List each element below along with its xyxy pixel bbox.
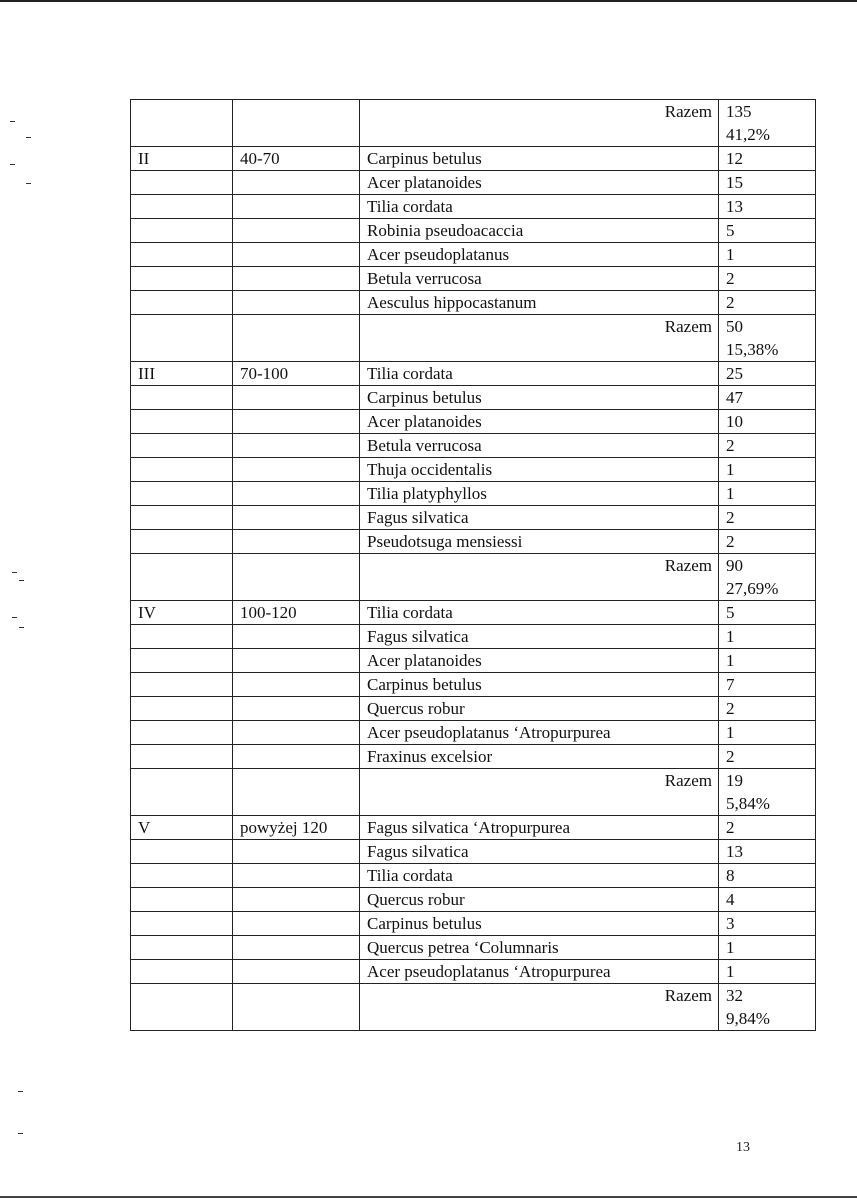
species-cell: Aesculus hippocastanum	[360, 291, 719, 315]
diameter-range-cell: 40-70	[233, 147, 360, 171]
age-class-cell: III	[131, 362, 233, 386]
diameter-range-cell	[233, 960, 360, 984]
diameter-range-cell	[233, 386, 360, 410]
age-class-cell	[131, 195, 233, 219]
scan-mark	[18, 1133, 23, 1134]
count-cell: 7	[719, 673, 816, 697]
table-row	[131, 195, 816, 219]
table-row	[131, 673, 816, 697]
age-class-cell	[131, 267, 233, 291]
species-cell: Fagus silvatica ‘Atropurpurea	[360, 816, 719, 840]
diameter-range-cell	[233, 315, 360, 362]
table-row	[131, 506, 816, 530]
species-cell: Acer platanoides	[360, 649, 719, 673]
age-class-cell	[131, 434, 233, 458]
summary-row	[131, 769, 816, 816]
species-cell: Quercus robur	[360, 888, 719, 912]
scan-mark	[10, 121, 15, 122]
age-class-cell	[131, 864, 233, 888]
diameter-range-cell	[233, 100, 360, 147]
diameter-range-cell	[233, 243, 360, 267]
summary-total: 135	[726, 102, 752, 121]
table-row	[131, 458, 816, 482]
age-class-cell	[131, 769, 233, 816]
diameter-range-cell	[233, 219, 360, 243]
species-cell: Carpinus betulus	[360, 673, 719, 697]
count-cell: 1	[719, 721, 816, 745]
diameter-range-cell	[233, 530, 360, 554]
species-cell: Acer pseudoplatanus ‘Atropurpurea	[360, 721, 719, 745]
table-row	[131, 936, 816, 960]
diameter-range-cell: powyżej 120	[233, 816, 360, 840]
table-row	[131, 840, 816, 864]
table-row	[131, 434, 816, 458]
species-cell: Fagus silvatica	[360, 625, 719, 649]
diameter-range-cell	[233, 745, 360, 769]
summary-total: 90	[726, 556, 743, 575]
table-row	[131, 147, 816, 171]
diameter-range-cell	[233, 195, 360, 219]
table-row	[131, 386, 816, 410]
table-row	[131, 888, 816, 912]
summary-row	[131, 554, 816, 601]
diameter-range-cell	[233, 434, 360, 458]
diameter-range-cell	[233, 482, 360, 506]
species-cell: Robinia pseudoacaccia	[360, 219, 719, 243]
age-class-cell	[131, 171, 233, 195]
table-row	[131, 625, 816, 649]
scan-mark	[18, 1091, 23, 1092]
diameter-range-cell	[233, 721, 360, 745]
species-cell: Acer platanoides	[360, 410, 719, 434]
species-cell: Tilia cordata	[360, 864, 719, 888]
tree-inventory-table	[130, 99, 816, 1031]
species-cell: Carpinus betulus	[360, 912, 719, 936]
summary-percent: 41,2%	[726, 125, 770, 144]
age-class-cell	[131, 530, 233, 554]
summary-total: 19	[726, 771, 743, 790]
diameter-range-cell	[233, 267, 360, 291]
age-class-cell	[131, 673, 233, 697]
table-row	[131, 745, 816, 769]
age-class-cell	[131, 243, 233, 267]
species-cell: Betula verrucosa	[360, 434, 719, 458]
diameter-range-cell	[233, 554, 360, 601]
diameter-range-cell	[233, 864, 360, 888]
summary-label: Razem	[360, 100, 719, 147]
count-cell: 2	[719, 816, 816, 840]
summary-total: 32	[726, 986, 743, 1005]
summary-percent: 15,38%	[726, 340, 779, 359]
table-row	[131, 601, 816, 625]
age-class-cell	[131, 912, 233, 936]
diameter-range-cell	[233, 506, 360, 530]
scan-mark	[12, 572, 17, 573]
diameter-range-cell	[233, 410, 360, 434]
count-cell: 5	[719, 219, 816, 243]
diameter-range-cell	[233, 291, 360, 315]
summary-count-cell	[719, 554, 816, 601]
summary-label: Razem	[360, 769, 719, 816]
count-cell: 5	[719, 601, 816, 625]
count-cell: 2	[719, 267, 816, 291]
summary-total: 50	[726, 317, 743, 336]
count-cell: 13	[719, 195, 816, 219]
table-body	[131, 100, 816, 1031]
diameter-range-cell	[233, 769, 360, 816]
summary-row	[131, 100, 816, 147]
count-cell: 1	[719, 960, 816, 984]
count-cell: 2	[719, 745, 816, 769]
table-row	[131, 362, 816, 386]
page-number: 13	[736, 1140, 750, 1155]
age-class-cell	[131, 840, 233, 864]
count-cell: 1	[719, 936, 816, 960]
scan-mark	[19, 580, 24, 581]
age-class-cell	[131, 625, 233, 649]
count-cell: 8	[719, 864, 816, 888]
diameter-range-cell	[233, 697, 360, 721]
species-cell: Tilia cordata	[360, 362, 719, 386]
table-row	[131, 912, 816, 936]
count-cell: 2	[719, 506, 816, 530]
count-cell: 2	[719, 697, 816, 721]
species-cell: Thuja occidentalis	[360, 458, 719, 482]
age-class-cell	[131, 386, 233, 410]
age-class-cell: IV	[131, 601, 233, 625]
summary-percent: 5,84%	[726, 794, 770, 813]
diameter-range-cell	[233, 673, 360, 697]
species-cell: Fraxinus excelsior	[360, 745, 719, 769]
table-row	[131, 649, 816, 673]
table-row	[131, 171, 816, 195]
table-row	[131, 410, 816, 434]
summary-row	[131, 315, 816, 362]
count-cell: 15	[719, 171, 816, 195]
species-cell: Pseudotsuga mensiessi	[360, 530, 719, 554]
summary-label: Razem	[360, 554, 719, 601]
age-class-cell	[131, 697, 233, 721]
diameter-range-cell	[233, 888, 360, 912]
summary-percent: 9,84%	[726, 1009, 770, 1028]
age-class-cell	[131, 721, 233, 745]
species-cell: Tilia cordata	[360, 195, 719, 219]
count-cell: 3	[719, 912, 816, 936]
count-cell: 25	[719, 362, 816, 386]
age-class-cell	[131, 100, 233, 147]
summary-label: Razem	[360, 984, 719, 1031]
count-cell: 47	[719, 386, 816, 410]
diameter-range-cell: 100-120	[233, 601, 360, 625]
table-row	[131, 864, 816, 888]
diameter-range-cell	[233, 936, 360, 960]
age-class-cell: II	[131, 147, 233, 171]
count-cell: 1	[719, 458, 816, 482]
scan-bottom-edge	[0, 1196, 857, 1198]
table-row	[131, 243, 816, 267]
scan-mark	[26, 137, 31, 138]
count-cell: 10	[719, 410, 816, 434]
age-class-cell	[131, 219, 233, 243]
table-row	[131, 219, 816, 243]
scan-top-edge	[0, 0, 857, 2]
diameter-range-cell	[233, 649, 360, 673]
scan-mark	[12, 617, 17, 618]
species-cell: Acer pseudoplatanus ‘Atropurpurea	[360, 960, 719, 984]
species-cell: Acer pseudoplatanus	[360, 243, 719, 267]
table-row	[131, 291, 816, 315]
age-class-cell	[131, 984, 233, 1031]
count-cell: 12	[719, 147, 816, 171]
species-cell: Quercus robur	[360, 697, 719, 721]
diameter-range-cell	[233, 912, 360, 936]
age-class-cell	[131, 410, 233, 434]
scan-mark	[10, 164, 15, 165]
count-cell: 4	[719, 888, 816, 912]
scan-mark	[19, 627, 24, 628]
diameter-range-cell: 70-100	[233, 362, 360, 386]
table-row	[131, 960, 816, 984]
table-row	[131, 530, 816, 554]
count-cell: 2	[719, 434, 816, 458]
diameter-range-cell	[233, 625, 360, 649]
summary-count-cell	[719, 984, 816, 1031]
diameter-range-cell	[233, 984, 360, 1031]
summary-percent: 27,69%	[726, 579, 779, 598]
summary-row	[131, 984, 816, 1031]
count-cell: 1	[719, 625, 816, 649]
species-cell: Betula verrucosa	[360, 267, 719, 291]
diameter-range-cell	[233, 840, 360, 864]
species-cell: Tilia platyphyllos	[360, 482, 719, 506]
species-cell: Fagus silvatica	[360, 506, 719, 530]
diameter-range-cell	[233, 171, 360, 195]
species-cell: Quercus petrea ‘Columnaris	[360, 936, 719, 960]
summary-label: Razem	[360, 315, 719, 362]
age-class-cell	[131, 291, 233, 315]
table-row	[131, 267, 816, 291]
table-row	[131, 721, 816, 745]
count-cell: 2	[719, 291, 816, 315]
diameter-range-cell	[233, 458, 360, 482]
age-class-cell	[131, 554, 233, 601]
scan-mark	[26, 183, 31, 184]
age-class-cell	[131, 482, 233, 506]
age-class-cell: V	[131, 816, 233, 840]
age-class-cell	[131, 745, 233, 769]
species-cell: Carpinus betulus	[360, 147, 719, 171]
summary-count-cell	[719, 100, 816, 147]
count-cell: 1	[719, 482, 816, 506]
age-class-cell	[131, 888, 233, 912]
age-class-cell	[131, 458, 233, 482]
count-cell: 13	[719, 840, 816, 864]
species-cell: Tilia cordata	[360, 601, 719, 625]
count-cell: 1	[719, 649, 816, 673]
summary-count-cell	[719, 769, 816, 816]
species-cell: Fagus silvatica	[360, 840, 719, 864]
species-cell: Carpinus betulus	[360, 386, 719, 410]
summary-count-cell	[719, 315, 816, 362]
table-row	[131, 816, 816, 840]
count-cell: 2	[719, 530, 816, 554]
age-class-cell	[131, 960, 233, 984]
count-cell: 1	[719, 243, 816, 267]
table-row	[131, 697, 816, 721]
age-class-cell	[131, 506, 233, 530]
table-row	[131, 482, 816, 506]
species-cell: Acer platanoides	[360, 171, 719, 195]
age-class-cell	[131, 315, 233, 362]
age-class-cell	[131, 936, 233, 960]
age-class-cell	[131, 649, 233, 673]
